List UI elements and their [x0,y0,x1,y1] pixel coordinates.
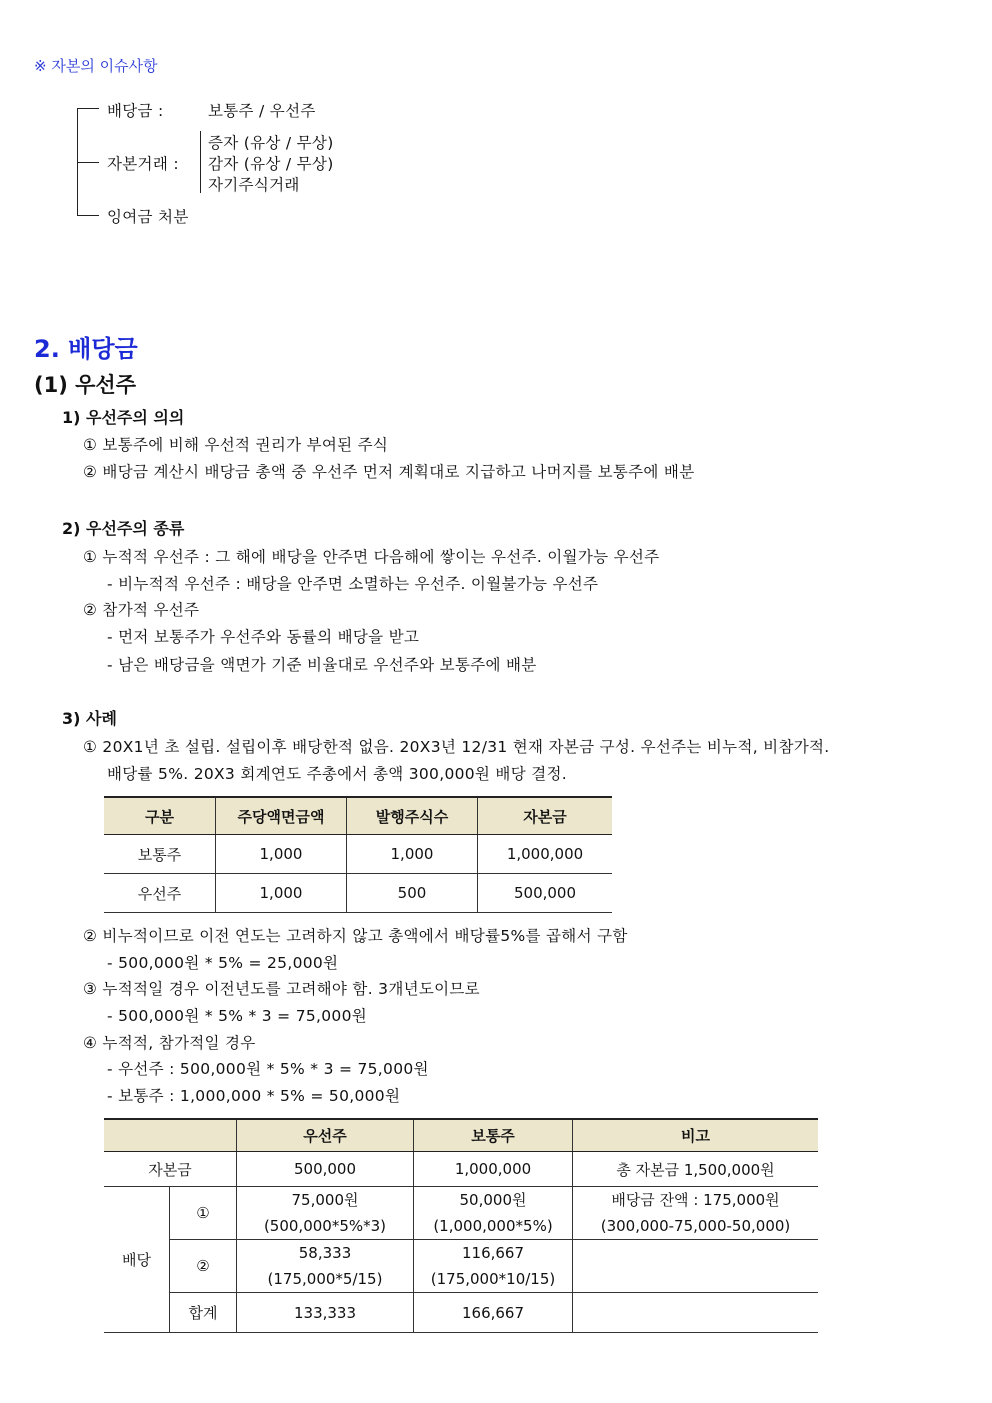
table-header-row [104,1119,818,1152]
tree-capital-item: 감자 (유상 / 무상) [208,155,334,173]
table-header-row [104,797,612,835]
calc-line: ③ 누적적일 경우 이전년도를 고려해야 함. 3개년도이므로 [83,980,480,998]
cell-value: 75,000원 [291,1191,359,1209]
table-cell: 합계 [170,1293,237,1333]
cell-value: 배당금 잔액 : 175,000원 [611,1191,780,1209]
calc-line: ④ 누적적, 참가적일 경우 [83,1034,256,1052]
table-header: 구분 [104,797,216,835]
cell-formula: (175,000*10/15) [430,1270,556,1288]
table-cell [573,1293,819,1333]
table-row [104,835,612,874]
example-line: 배당률 5%. 20X3 회계연도 주총에서 총액 300,000원 배당 결정. [107,765,567,783]
dividend-row-label: 배당 [104,1187,170,1333]
table-cell: 500 [347,874,478,913]
table-cell [237,1240,414,1293]
tree-dividend-label: 배당금 : [107,102,164,120]
table-header: 비고 [573,1119,819,1152]
table-header: 우선주 [237,1119,414,1152]
table-cell: 1,000 [216,835,347,874]
types-item: - 비누적적 우선주 : 배당을 안주면 소멸하는 우선주. 이월불가능 우선주 [107,575,599,593]
table-cell: 1,000 [347,835,478,874]
tree-bracket-line [200,131,201,193]
calc-line: - 보통주 : 1,000,000 * 5% = 50,000원 [107,1087,401,1105]
table-cell [414,1240,573,1293]
table-cell: 보통주 [104,835,216,874]
table-cell: 500,000 [478,874,613,913]
types-item: - 남은 배당금을 액면가 기준 비율대로 우선주와 보통주에 배분 [107,656,537,674]
types-item: ① 누적적 우선주 : 그 해에 배당을 안주면 다음해에 쌓이는 우선주. 이월가능 우선주 [83,548,660,566]
meaning-heading: 1) 우선주의 의의 [62,408,185,427]
types-item: ② 참가적 우선주 [83,601,200,619]
tree-dividend-value: 보통주 / 우선주 [208,102,316,120]
meaning-item: ② 배당금 계산시 배당금 총액 중 우선주 먼저 계획대로 지급하고 나머지를 보통주에 배분 [83,463,695,481]
calc-line: - 500,000원 * 5% * 3 = 75,000원 [107,1007,367,1025]
calc-line: ② 비누적이므로 이전 연도는 고려하지 않고 총액에서 배당률5%를 곱해서 구함 [83,927,628,945]
table-row [104,1240,818,1293]
cell-value: 50,000원 [459,1191,527,1209]
types-item: - 먼저 보통주가 우선주와 동률의 배당을 받고 [107,628,420,646]
meaning-item: ① 보통주에 비해 우선적 권리가 부여된 주식 [83,436,389,454]
table-cell [414,1187,573,1240]
note-title: ※ 자본의 이슈사항 [34,57,158,75]
table-header [104,1119,237,1152]
cell-formula: (300,000-75,000-50,000) [600,1217,791,1235]
tree-capital-label: 자본거래 : [107,155,179,173]
table-cell [573,1187,819,1240]
table-cell [573,1240,819,1293]
calc-line: - 500,000원 * 5% = 25,000원 [107,954,339,972]
table-row [104,1293,818,1333]
cell-value: 58,333 [298,1244,352,1262]
cell-value: 116,667 [461,1244,525,1262]
example-heading: 3) 사례 [62,709,117,728]
calc-line: - 우선주 : 500,000원 * 5% * 3 = 75,000원 [107,1060,429,1078]
section-title: 2. 배당금 [34,335,138,363]
table-header: 보통주 [414,1119,573,1152]
types-heading: 2) 우선주의 종류 [62,519,185,538]
tree-branch-capital [77,162,99,163]
table-cell: 1,000 [216,874,347,913]
table-cell: ① [170,1187,237,1240]
tree-capital-item: 증자 (유상 / 무상) [208,134,334,152]
table-cell: ② [170,1240,237,1293]
tree-branch-dividend [77,108,99,109]
example-line: ① 20X1년 초 설립. 설립이후 배당한적 없음. 20X3년 12/31 현재 자본금 구성. 우선주는 비누적, 비참가적. [83,738,830,756]
table-cell: 1,000,000 [478,835,613,874]
table-cell: 자본금 [104,1152,237,1187]
tree-surplus-label: 잉여금 처분 [107,208,189,226]
table-cell: 166,667 [414,1293,573,1333]
table-cell: 총 자본금 1,500,000원 [573,1152,819,1187]
table-row [104,1152,818,1187]
table-cell [237,1187,414,1240]
table-header: 발행주식수 [347,797,478,835]
table-row [104,1187,818,1240]
table-cell: 우선주 [104,874,216,913]
table-header: 자본금 [478,797,613,835]
capital-table [104,796,612,913]
subsection-title: (1) 우선주 [34,373,136,397]
table-row [104,874,612,913]
table-header: 주당액면금액 [216,797,347,835]
cell-formula: (500,000*5%*3) [263,1217,387,1235]
dividend-table [104,1118,818,1333]
table-cell: 133,333 [237,1293,414,1333]
tree-capital-item: 자기주식거래 [208,176,300,194]
cell-formula: (1,000,000*5%) [433,1217,553,1235]
table-cell: 500,000 [237,1152,414,1187]
tree-branch-surplus [77,215,99,216]
cell-formula: (175,000*5/15) [267,1270,383,1288]
table-cell: 1,000,000 [414,1152,573,1187]
